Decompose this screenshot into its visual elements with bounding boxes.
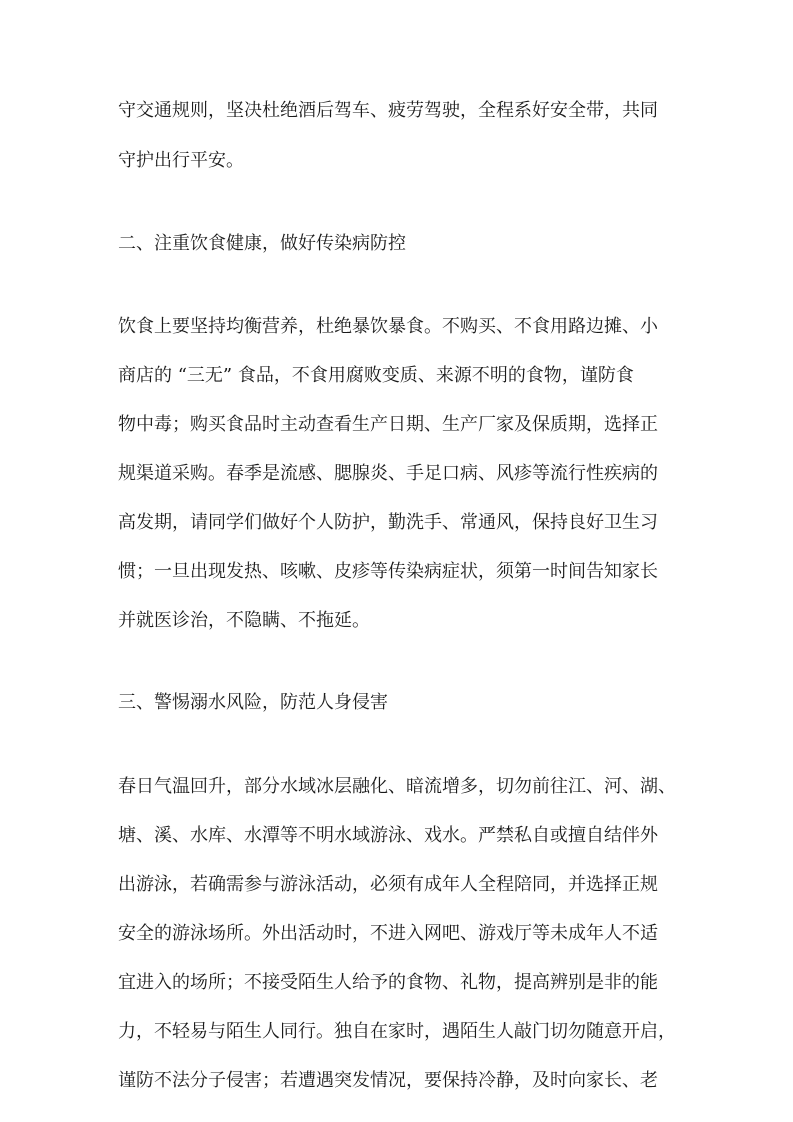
paragraph-line: 宜进入的场所；不接受陌生人给予的食物、礼物，提高辨别是非的能: [118, 972, 658, 993]
paragraph-line: 守交通规则，坚决杜绝酒后驾车、疲劳驾驶，全程系好安全带，共同: [118, 100, 658, 121]
paragraph-line: 规渠道采购。春季是流感、腮腺炎、手足口病、风疹等流行性疾病的: [118, 463, 658, 484]
paragraph-line: 守护出行平安。: [118, 150, 244, 171]
paragraph-line: 饮食上要坚持均衡营养，杜绝暴饮暴食。不购买、不食用路边摊、小: [118, 316, 658, 337]
section-heading: 三、警惕溺水风险，防范人身侵害: [118, 692, 388, 713]
paragraph-line: 并就医诊治，不隐瞒、不拖延。: [118, 610, 370, 631]
paragraph-line: 惯；一旦出现发热、咳嗽、皮疹等传染病症状，须第一时间告知家长: [118, 561, 658, 582]
paragraph-line: 力，不轻易与陌生人同行。独自在家时，遇陌生人敲门切勿随意开启，: [118, 1021, 676, 1042]
paragraph-line: 谨防不法分子侵害；若遭遇突发情况，要保持冷静，及时向家长、老: [118, 1070, 658, 1091]
paragraph-line: 物中毒；购买食品时主动查看生产日期、生产厂家及保质期，选择正: [118, 414, 658, 435]
paragraph-line: 安全的游泳场所。外出活动时，不进入网吧、游戏厅等未成年人不适: [118, 923, 658, 944]
paragraph-line: 商店的 “三无” 食品，不食用腐败变质、来源不明的食物，谨防食: [118, 365, 634, 386]
paragraph-line: 出游泳，若确需参与游泳活动，必须有成年人全程陪同，并选择正规: [118, 874, 658, 895]
paragraph-line: 塘、溪、水库、水潭等不明水域游泳、戏水。严禁私自或擅自结伴外: [118, 825, 658, 846]
section-heading: 二、注重饮食健康，做好传染病防控: [118, 233, 406, 254]
paragraph-line: 春日气温回升，部分水域冰层融化、暗流增多，切勿前往江、河、湖、: [118, 776, 676, 797]
paragraph-line: 高发期，请同学们做好个人防护，勤洗手、常通风，保持良好卫生习: [118, 512, 658, 533]
